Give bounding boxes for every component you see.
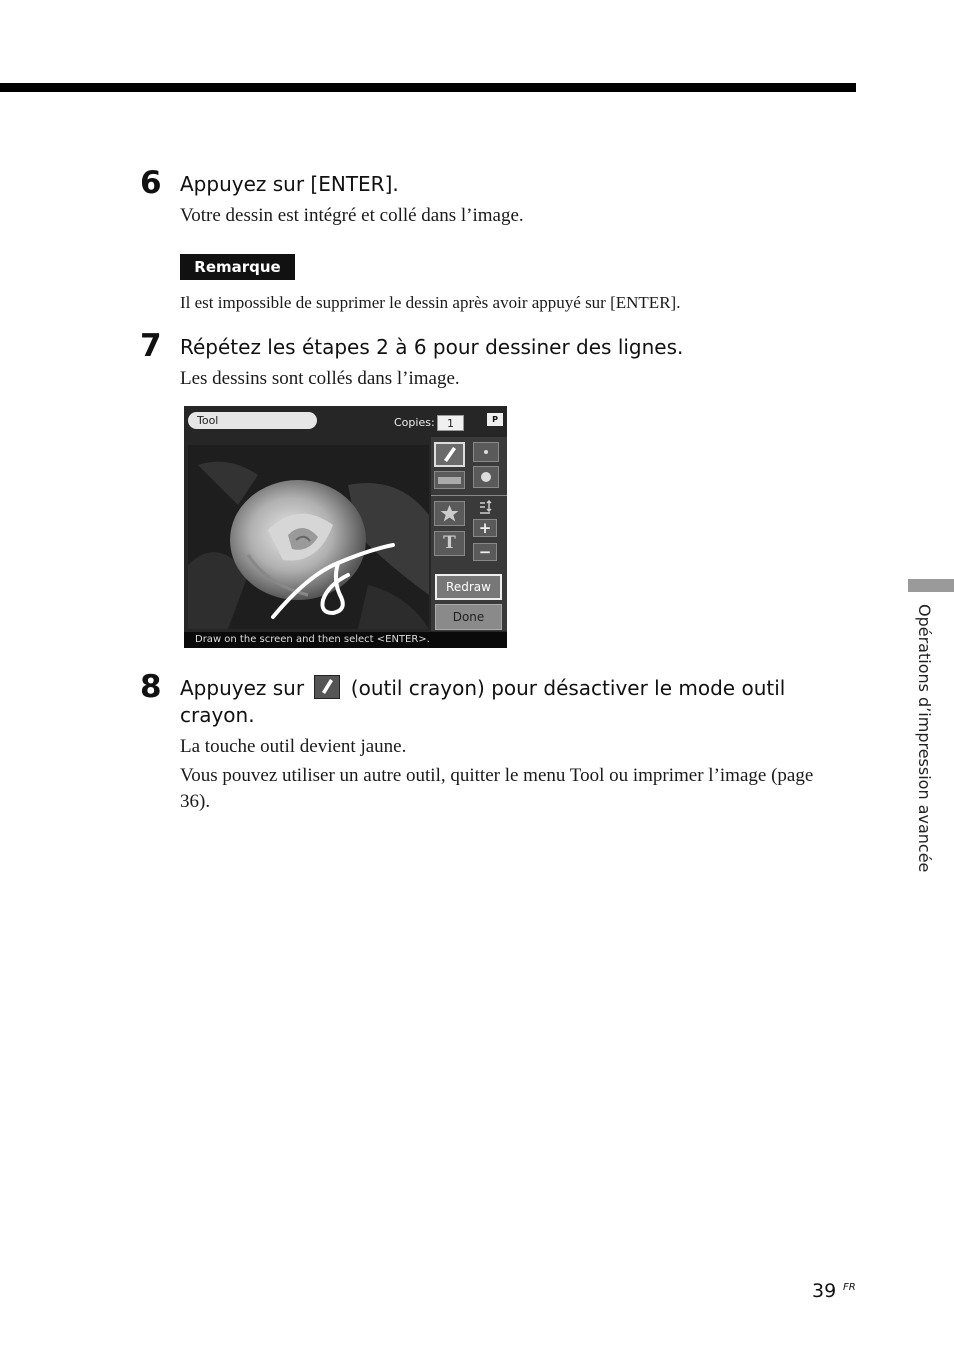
status-bar: Draw on the screen and then select <ENTER>. bbox=[184, 632, 507, 648]
stamp-tool-button[interactable] bbox=[434, 501, 465, 526]
eraser-tool-button[interactable] bbox=[434, 471, 465, 489]
plus-button[interactable] bbox=[473, 519, 497, 537]
plus-icon: + bbox=[478, 519, 492, 537]
copies-field[interactable]: 1 bbox=[437, 415, 464, 431]
large-dot-icon bbox=[474, 467, 498, 487]
resize-icon bbox=[477, 499, 495, 517]
step-8-title-before: Appuyez sur bbox=[180, 676, 305, 700]
print-badge: P bbox=[487, 413, 503, 426]
step-7-number: 7 bbox=[140, 328, 162, 364]
eraser-icon bbox=[435, 472, 464, 488]
panel-divider bbox=[431, 495, 507, 496]
top-rule bbox=[0, 83, 856, 92]
step-8-title bbox=[180, 675, 840, 729]
pencil-icon bbox=[314, 675, 340, 699]
section-tab bbox=[908, 579, 954, 592]
step-7-title: Répétez les étapes 2 à 6 pour dessiner des lignes. bbox=[180, 335, 684, 359]
section-label: Opérations d’impression avancée bbox=[915, 604, 934, 873]
large-brush-button[interactable] bbox=[473, 466, 499, 488]
note-text: Il est impossible de supprimer le dessin après avoir appuyé sur [ENTER]. bbox=[180, 293, 681, 312]
page-number: 39 bbox=[812, 1280, 837, 1302]
step-8-title-after: (outil crayon) pour désactiver le mode outil crayon. bbox=[180, 676, 786, 727]
text-icon: T bbox=[443, 533, 456, 553]
tool-label: Tool bbox=[188, 412, 317, 429]
tool-screen bbox=[184, 406, 507, 648]
pencil-tool-button[interactable] bbox=[434, 442, 465, 467]
step-6-title: Appuyez sur [ENTER]. bbox=[180, 172, 399, 196]
step-6-number: 6 bbox=[140, 165, 162, 201]
done-button[interactable]: Done bbox=[435, 604, 502, 630]
note-badge: Remarque bbox=[180, 254, 295, 280]
redraw-button[interactable]: Redraw bbox=[435, 574, 502, 600]
step-8-number: 8 bbox=[140, 669, 162, 705]
step-8-body-1: La touche outil devient jaune. bbox=[180, 736, 407, 757]
language-code: FR bbox=[843, 1282, 856, 1293]
copies-label: Copies: bbox=[394, 416, 435, 429]
minus-button[interactable] bbox=[473, 543, 497, 561]
step-6-body: Votre dessin est intégré et collé dans l’image. bbox=[180, 205, 524, 226]
rose-photo bbox=[188, 445, 429, 629]
text-tool-button[interactable] bbox=[434, 531, 465, 556]
minus-icon: − bbox=[478, 543, 492, 561]
step-8-body-2: Vous pouvez utiliser un autre outil, quitter le menu Tool ou imprimer l’image (page 36). bbox=[180, 765, 814, 812]
star-stamp-icon bbox=[435, 502, 464, 525]
small-brush-button[interactable] bbox=[473, 442, 499, 462]
small-dot-icon bbox=[474, 443, 498, 461]
pencil-icon bbox=[436, 444, 463, 465]
tool-panel bbox=[431, 437, 507, 631]
step-7-body: Les dessins sont collés dans l’image. bbox=[180, 368, 460, 389]
